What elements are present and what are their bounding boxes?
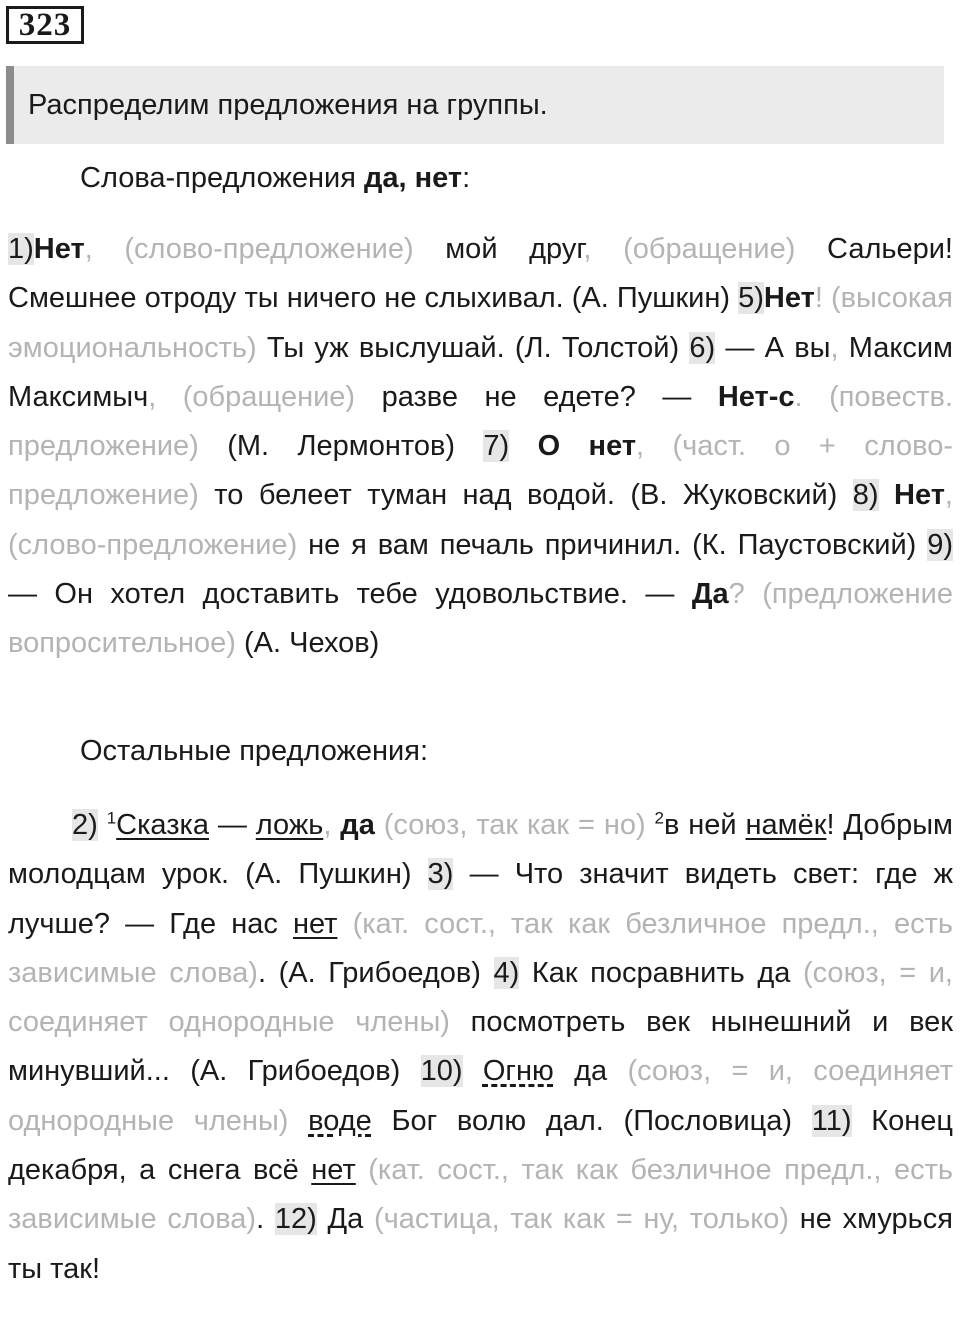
sentence-number: 10) bbox=[420, 1055, 463, 1088]
annotation: (слово-предложение) bbox=[8, 528, 298, 561]
annotation: (обращение) bbox=[182, 380, 356, 413]
annotation: , bbox=[323, 809, 332, 841]
sentence-text: Как посравнить да bbox=[519, 956, 803, 989]
sentence-text bbox=[356, 1154, 369, 1186]
sentence-text bbox=[509, 430, 537, 462]
sentence-text bbox=[644, 430, 672, 462]
sentence-number: 7) bbox=[483, 430, 510, 463]
sentence-number: 4) bbox=[493, 956, 520, 989]
sentence-text bbox=[156, 381, 182, 413]
sentence-text bbox=[463, 1055, 483, 1087]
annotation: . bbox=[794, 380, 803, 413]
group1-heading: Слова-предложения да, нет: bbox=[80, 162, 471, 194]
annotation: (союз, = и, соединяет однородные члены) bbox=[8, 956, 953, 1039]
sentence-text: мой друг bbox=[413, 233, 584, 265]
annotation: (кат. сост., так как безличное предл., есть зависимые слова) bbox=[8, 1154, 953, 1236]
sentence-text: — А вы bbox=[715, 331, 831, 364]
annotation: (обращение) bbox=[623, 233, 796, 265]
sentence-text bbox=[337, 908, 352, 940]
sentence-number: 12) bbox=[274, 1203, 317, 1236]
key-word: Нет bbox=[33, 233, 85, 265]
sentence-text bbox=[93, 233, 125, 265]
sentence-text: (А. Чехов) bbox=[235, 627, 380, 660]
key-word: да bbox=[340, 809, 375, 841]
annotation: (союз, = и, соединяет однородные члены) bbox=[8, 1055, 953, 1137]
sentence-text bbox=[803, 381, 829, 413]
sentence-text: ! Добрым молодцам урок. (А. Пушкин) bbox=[8, 809, 953, 891]
sentence-text bbox=[98, 809, 107, 841]
sentence-text bbox=[823, 282, 831, 314]
sentence-text: . bbox=[256, 1203, 275, 1236]
annotation: (слово-предложение) bbox=[124, 233, 414, 265]
annotation: (предложение вопросительное) bbox=[8, 578, 954, 660]
sentence-text: — Он хотел доставить тебе удовольствие. — bbox=[8, 578, 692, 611]
annotation: (повеств. предложение) bbox=[8, 380, 954, 463]
key-word: Нет-с bbox=[717, 380, 795, 413]
sentence-number: 5) bbox=[738, 282, 764, 315]
sentence-number: 1) bbox=[8, 233, 34, 265]
sentence-text: Бог волю дал. (Пословица) bbox=[371, 1104, 812, 1137]
dashed-underlined-word: воде bbox=[308, 1104, 372, 1137]
annotation: , bbox=[944, 479, 953, 512]
sentence-text: не я вам печаль причинил. (К. Паустовский) bbox=[297, 528, 928, 561]
sentence-text: то белеет туман над водой. (В. Жуковский) bbox=[198, 479, 853, 512]
key-word: Нет bbox=[894, 479, 945, 512]
sentence-text: в ней bbox=[664, 809, 746, 841]
banner-text: Распределим предложения на группы. bbox=[28, 88, 548, 121]
sentence-number: 3) bbox=[427, 858, 454, 891]
clause-index: 1 bbox=[106, 808, 117, 828]
sentence-text: да bbox=[553, 1055, 628, 1088]
group2-heading: Остальные предложения: bbox=[80, 735, 429, 767]
sentence-text: — bbox=[208, 809, 256, 841]
sentence-text: посмотреть век нынешний и век минувший... (А. Грибоедов) bbox=[8, 1006, 953, 1088]
sentence-text bbox=[591, 233, 623, 265]
annotation: ? bbox=[728, 578, 745, 611]
annotation: , bbox=[583, 233, 592, 265]
sentence-text: Конец декабря, а снега всё bbox=[8, 1104, 953, 1187]
sentence-text: разве не едете? — bbox=[355, 380, 718, 413]
annotation: (высокая эмоциональность) bbox=[8, 282, 953, 364]
dashed-underlined-word: Огню bbox=[482, 1055, 554, 1088]
key-word: О нет bbox=[537, 430, 637, 463]
key-word: Да bbox=[691, 578, 729, 611]
task-banner bbox=[6, 66, 944, 144]
sentence-text bbox=[745, 578, 762, 610]
sentence-number: 2) bbox=[72, 809, 98, 841]
exercise-number: 323 bbox=[6, 6, 84, 44]
sentence-text bbox=[288, 1105, 308, 1137]
annotation: (союз, так как = но) bbox=[383, 809, 646, 841]
underlined-word: Сказка bbox=[116, 809, 209, 841]
annotation: (част. о + слово-предложение) bbox=[8, 430, 954, 512]
sentence-text bbox=[646, 809, 655, 841]
underlined-word: нет bbox=[311, 1154, 356, 1187]
sentence-text bbox=[331, 809, 340, 841]
sentence-text bbox=[879, 479, 894, 511]
sentence-text: Ты уж выслушай. (Л. Толстой) bbox=[256, 331, 690, 364]
sentence-text: (М. Лермонтов) bbox=[198, 430, 484, 463]
underlined-word: нет bbox=[292, 907, 338, 940]
underlined-word: намёк bbox=[745, 809, 827, 841]
annotation: (частица, так как = ну, только) bbox=[374, 1203, 790, 1236]
annotation: , bbox=[84, 233, 93, 265]
annotation: (кат. сост., так как безличное предл., есть зависимые слова) bbox=[8, 907, 953, 989]
annotation: , bbox=[636, 430, 645, 463]
annotation: , bbox=[148, 380, 157, 413]
annotation: ! bbox=[814, 282, 823, 315]
sentence-text: . (А. Грибоедов) bbox=[257, 956, 494, 989]
sentence-text: Да bbox=[316, 1203, 374, 1236]
sentence-text: — Что значит видеть свет: где ж лучше? — Где нас bbox=[8, 858, 953, 940]
annotation: , bbox=[830, 331, 839, 364]
sentence-text bbox=[375, 809, 384, 841]
sentence-text: не хмурься ты так! bbox=[8, 1203, 953, 1285]
sentence-number: 6) bbox=[689, 331, 716, 364]
group1-paragraph bbox=[8, 225, 953, 669]
sentence-text: Сальери! Смешнее отроду ты ничего не слыхивал. (А. Пушкин) bbox=[8, 233, 953, 315]
sentence-number: 11) bbox=[811, 1104, 852, 1137]
underlined-word: ложь bbox=[255, 809, 324, 841]
sentence-number: 8) bbox=[852, 479, 879, 512]
key-word: Нет bbox=[763, 282, 815, 315]
group2-paragraph bbox=[8, 801, 953, 1294]
clause-index: 2 bbox=[654, 808, 664, 828]
sentence-text: Максим Максимыч bbox=[8, 331, 953, 413]
sentence-number: 9) bbox=[927, 528, 953, 561]
